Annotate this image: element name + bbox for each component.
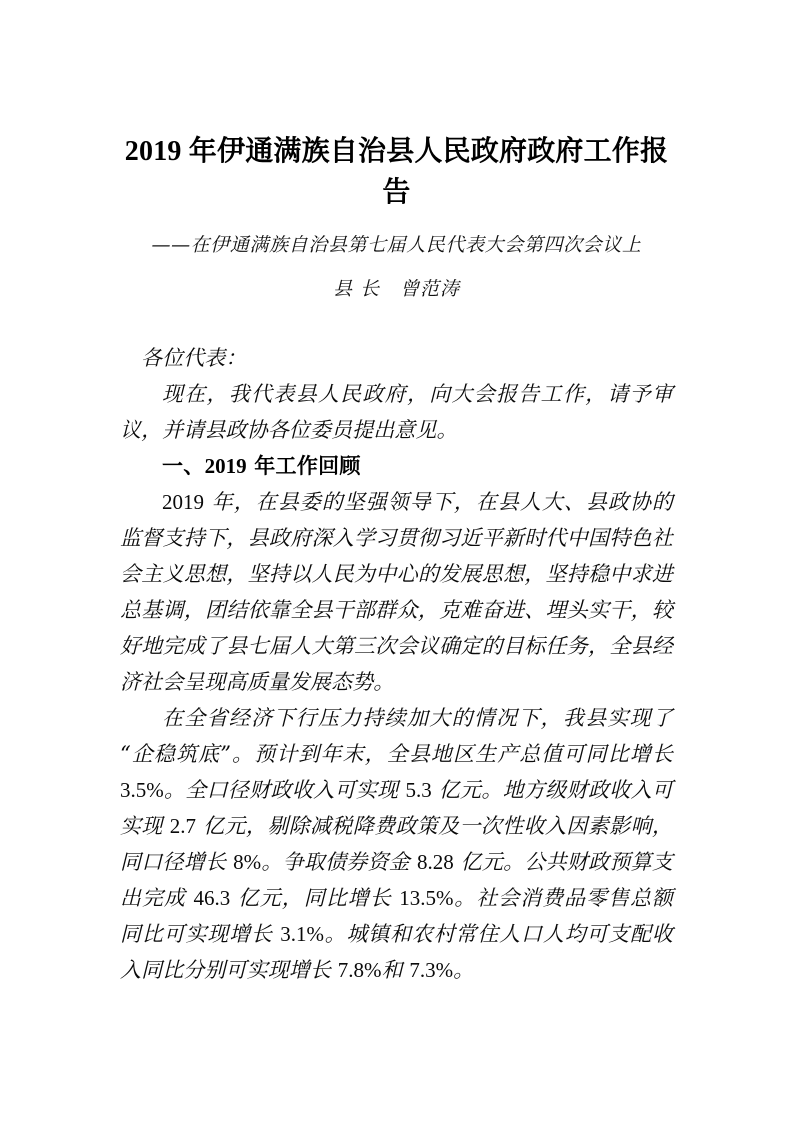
document-byline: 县 长 曾范涛 (332, 278, 461, 300)
section-heading-2019-review: 一、2019 年工作回顾 (162, 454, 361, 478)
document-content (120, 0, 673, 988)
numeric-value: 5.3 (405, 778, 432, 802)
salutation: 各位代表： (141, 346, 247, 370)
numeric-value: 8% (233, 850, 262, 874)
numeric-value: 2019 (204, 454, 247, 478)
numeric-value: 7.3% (409, 958, 454, 982)
intro-paragraph: 现在，我代表县人民政府，向大会报告工作，请予审议，并请县政协各位委员提出意见。 (120, 382, 673, 442)
numeric-value: 7.8% (337, 958, 382, 982)
numeric-value: 13.5% (399, 886, 454, 910)
numeric-value: 3.5% (120, 778, 164, 802)
document-body (120, 304, 673, 988)
numeric-value: 3.1% (280, 922, 324, 946)
paragraph-economic-indicators: 在全省经济下行压力持续加大的情况下，我县实现了“企稳筑底”。预计到年末，全县地区生产总值可同比增长 3.5%。全口径财政收入可实现 5.3 亿元。地方级财政收入可实现 2.7 亿元，剔除减税降费政策及一次性收入因素影响，同口径增长 8%。争取债券资金 8.28 亿元。公共财政预算支出完成 46.3 亿元，同比增长 13.5%。社会消费品零售总额同比可实现增长 3.1%。城镇和农村常住人口人均可支配收入同比分别可实现增长 7.8%和 7.3%。 (120, 706, 674, 982)
numeric-value: 2.7 (169, 814, 197, 838)
numeric-value: 46.3 (193, 886, 231, 910)
page-title: 2019 年伊通满族自治县人民政府政府工作报告 (124, 136, 669, 208)
numeric-value: 8.28 (416, 850, 454, 874)
document-subtitle: ——在伊通满族自治县第七届人民代表大会第四次会议上 (151, 234, 642, 256)
paragraph-2019-overview: 2019 年，在县委的坚强领导下，在县人大、县政协的监督支持下，县政府深入学习贯彻习近平新时代中国特色社会主义思想，坚持以人民为中心的发展思想，坚持稳中求进总基调，团结依靠全县干部群众，克难奋进、埋头实干，较好地完成了县七届人大第三次会议确定的目标任务，全县经济社会呈现高质量发展态势。 (120, 490, 673, 694)
numeric-value: 2019 (162, 490, 204, 514)
